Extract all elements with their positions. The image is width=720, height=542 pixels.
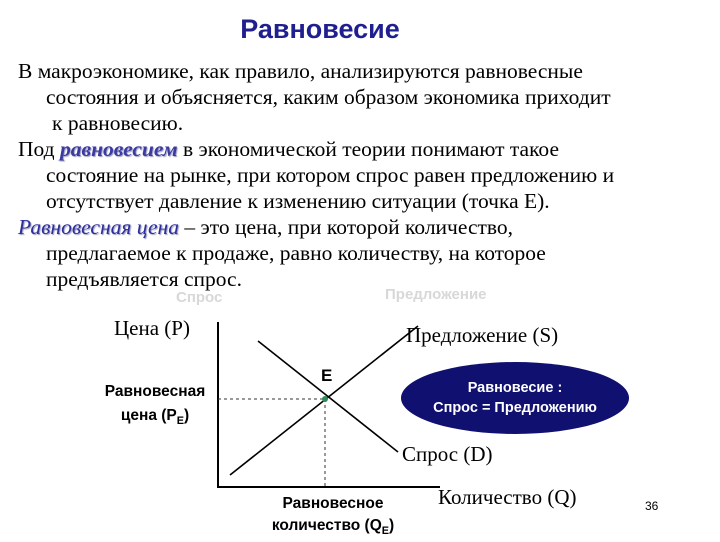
page-title: Равновесие — [240, 14, 400, 44]
eq-qty-subscript: E — [381, 525, 389, 538]
ghost-label-supply: Предложение — [385, 286, 487, 303]
paragraph-prefix: Под — [18, 137, 60, 161]
equilibrium-quantity-label — [254, 493, 412, 542]
supply-curve-label: Предложение (S) — [406, 323, 559, 347]
bubble-line1: Равновесие : — [467, 380, 563, 396]
equilibrium-price-label — [92, 380, 218, 433]
eq-qty-text: количество (Q — [271, 517, 382, 534]
eq-price-text: цена (P — [120, 407, 177, 424]
bubble-line2: Спрос = Предложению — [433, 400, 597, 416]
demand-curve-label: Спрос (D) — [402, 442, 493, 466]
term-equilibrium-price: Равновесная цена — [18, 215, 179, 239]
page-number: 36 — [645, 499, 659, 513]
equilibrium-bubble — [401, 362, 629, 434]
equilibrium-point-label: E — [321, 366, 333, 385]
paragraph-line: состояния и объясняется, каким образом экономика приходит — [46, 85, 611, 109]
equilibrium-point — [322, 396, 328, 402]
ghost-label-demand: Спрос — [176, 289, 223, 306]
eq-qty-close: ) — [389, 517, 395, 534]
eq-qty-line1: Равновесное — [282, 495, 384, 512]
quantity-axis-label: Количество (Q) — [438, 485, 577, 509]
paragraph-line: предлагаемое к продаже, равно количеству, на которое — [46, 241, 546, 265]
paragraph-text: в экономической теории понимают такое — [177, 137, 559, 161]
paragraph-line: В макроэкономике, как правило, анализируются равновесные — [18, 59, 583, 83]
eq-price-line2 — [92, 404, 218, 433]
price-axis-label: Цена (P) — [114, 316, 190, 340]
paragraph-line: к равновесию. — [52, 111, 184, 135]
paragraph-line: состояние на рынке, при котором спрос равен предложению и — [46, 163, 615, 187]
paragraph-line: предъявляется спрос. — [46, 267, 242, 291]
eq-price-subscript: E — [176, 415, 184, 428]
eq-qty-line2 — [254, 515, 412, 542]
paragraph-line: отсутствует давление к изменению ситуации (точка E). — [46, 189, 550, 213]
paragraph-text: – это цена, при которой количество, — [178, 215, 514, 239]
eq-price-close: ) — [184, 407, 190, 424]
term-equilibrium: равновесием — [59, 137, 178, 161]
eq-price-line1: Равновесная — [104, 383, 206, 400]
